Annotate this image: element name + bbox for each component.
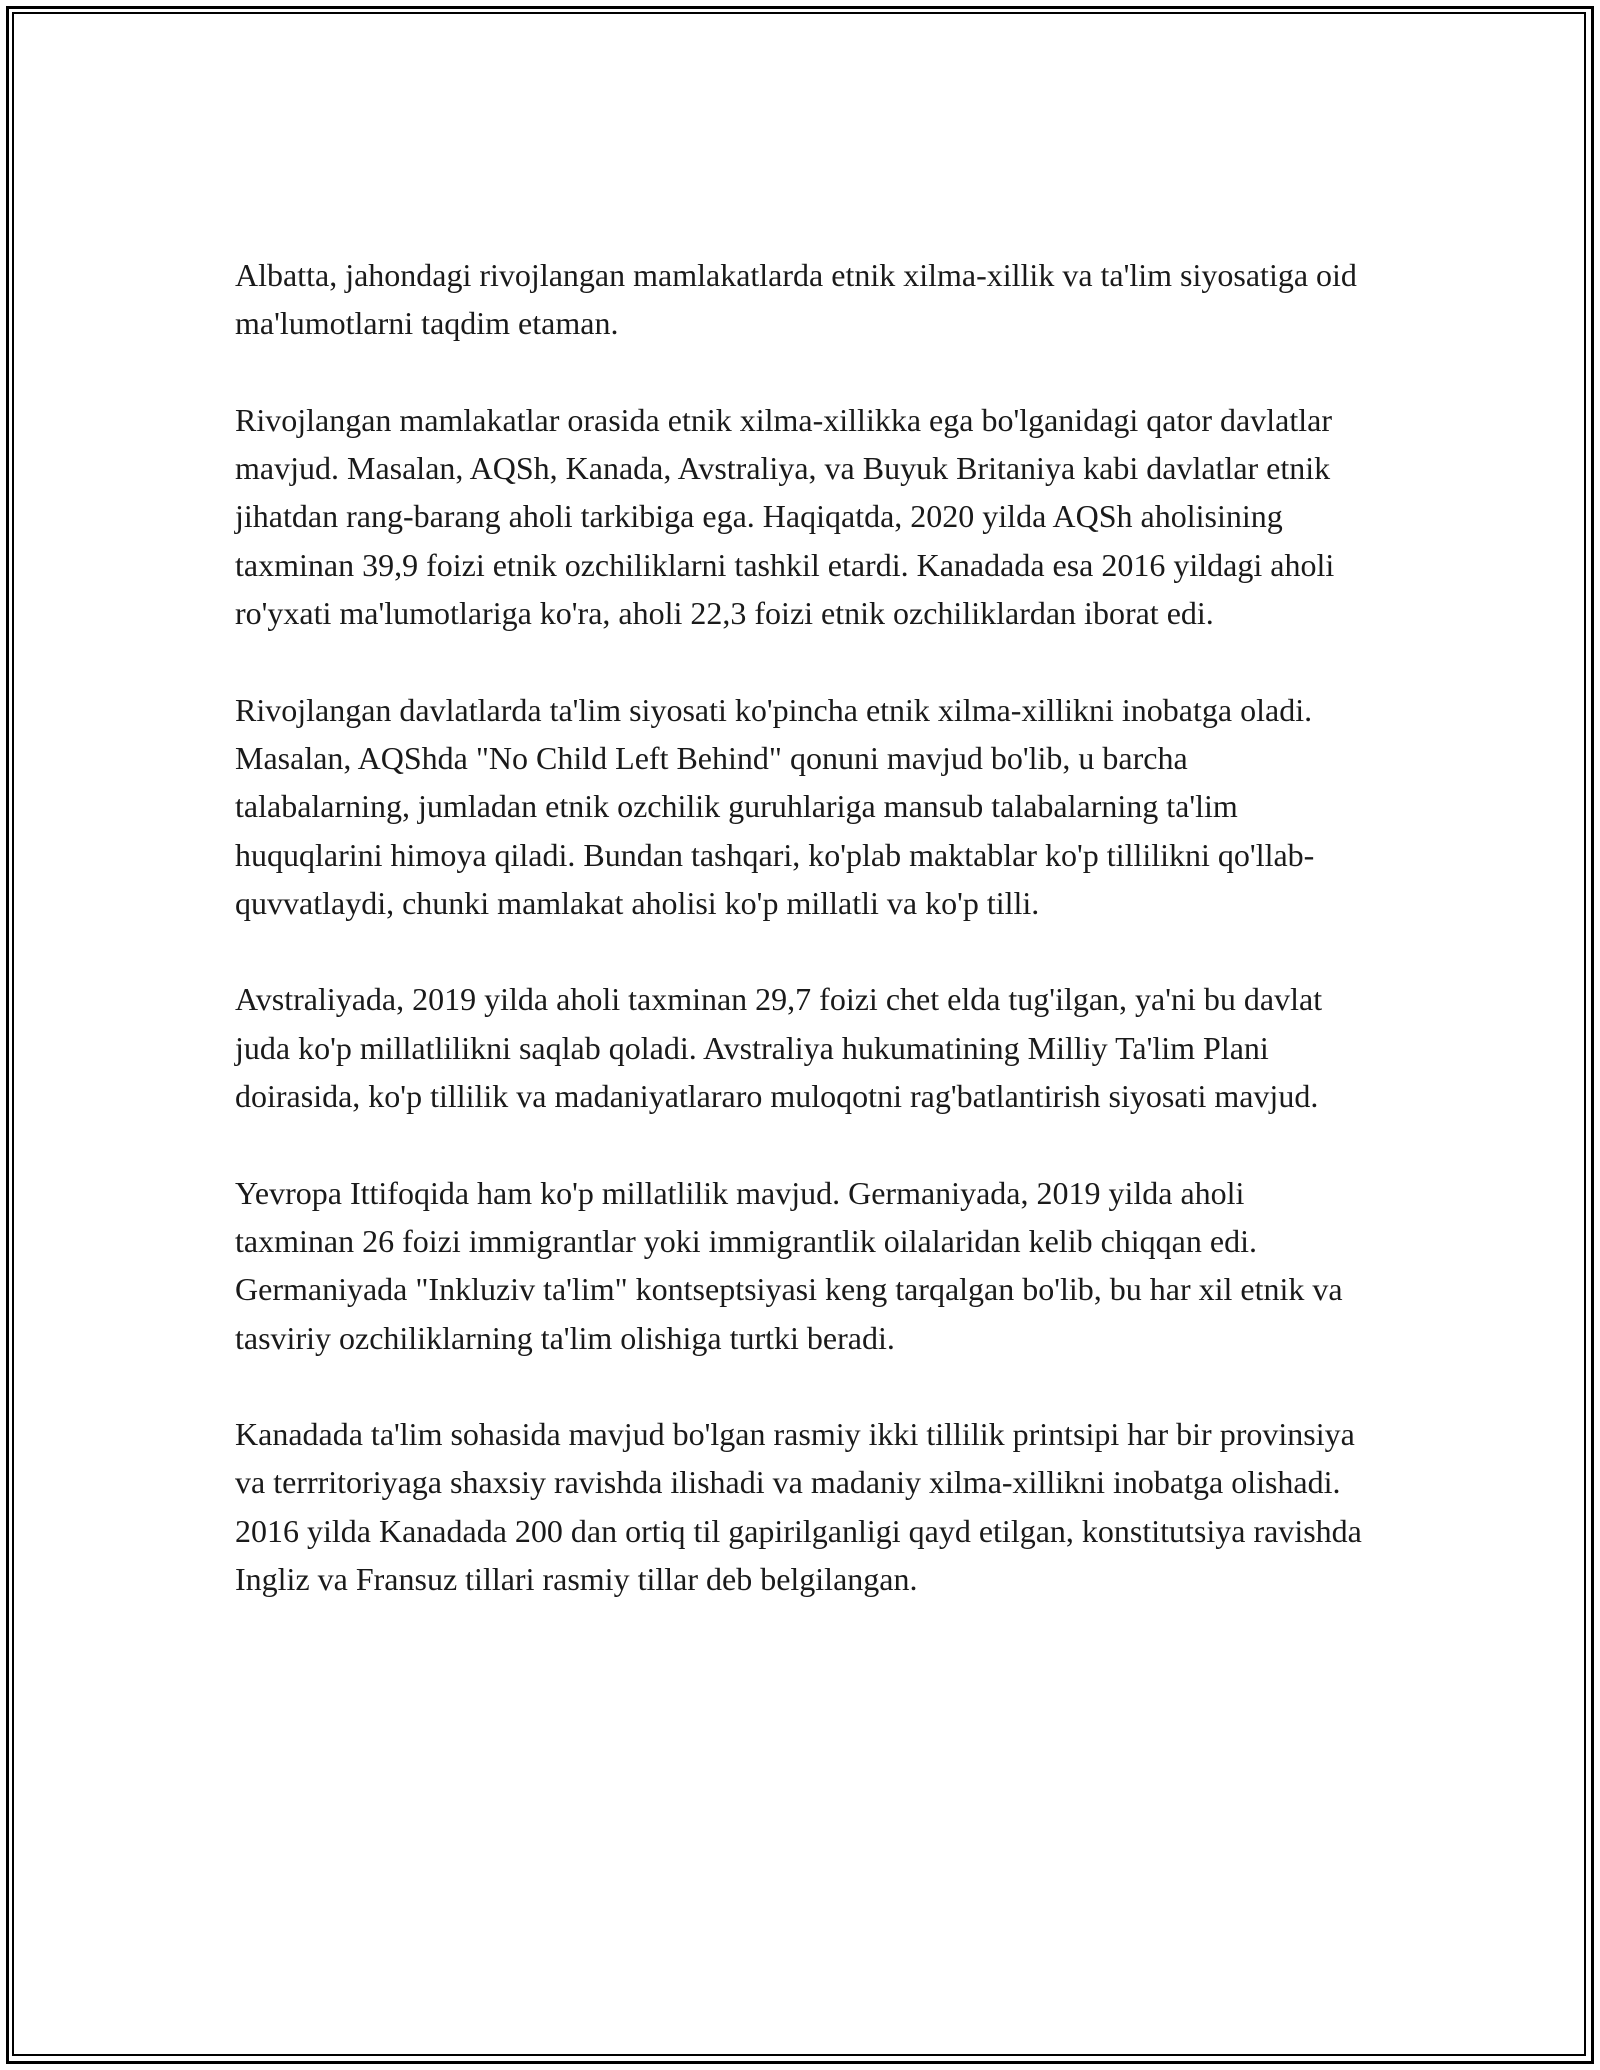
- paragraph-australia: Avstraliyada, 2019 yilda aholi taxminan 29,7 foizi chet elda tug'ilgan, ya'ni bu davlat juda ko'p millatlilikni saqlab qoladi. Avstraliya hukumatining Milliy Ta'lim Plani doirasida, ko'p tillilik va madaniyatlararo muloqotni rag'batlantirish siyosati mavjud.: [235, 981, 1323, 1115]
- document-body: [235, 251, 1365, 1652]
- paragraph-intro: Albatta, jahondagi rivojlangan mamlakatlarda etnik xilma-xillik va ta'lim siyosatiga oid ma'lumotlarni taqdim etaman.: [235, 257, 1357, 342]
- paragraph-european-union: Yevropa Ittifoqida ham ko'p millatlilik mavjud. Germaniyada, 2019 yilda aholi taxminan 26 foizi immigrantlar yoki immigrantlik oilalaridan kelib chiqqan edi. Germaniyada "Inkluziv ta'lim" kontseptsiyasi keng tarqalgan bo'lib, bu har xil etnik va tasviriy ozchiliklarning ta'lim olishiga turtki beradi.: [235, 1174, 1343, 1356]
- paragraph-canada: Kanadada ta'lim sohasida mavjud bo'lgan rasmiy ikki tillilik printsipi har bir provinsiya va terrritoriyaga shaxsiy ravishda ilishadi va madaniy xilma-xillikni inobatga olishadi. 2016 yilda Kanadada 200 dan ortiq til gapirilganligi qayd etilgan, konstitutsiya ravishda Ingliz va Fransuz tillari rasmiy tillar deb belgilangan.: [235, 1416, 1362, 1598]
- paragraph-ethnic-diversity: Rivojlangan mamlakatlar orasida etnik xilma-xillikka ega bo'lganidagi qator davlatlar mavjud. Masalan, AQSh, Kanada, Avstraliya, va Buyuk Britaniya kabi davlatlar etnik jihatdan rang-barang aholi tarkibiga ega. Haqiqatda, 2020 yilda AQSh aholisining taxminan 39,9 foizi etnik ozchiliklarni tashkil etardi. Kanadada esa 2016 yildagi aholi ro'yxati ma'lumotlariga ko'ra, aholi 22,3 foizi etnik ozchiliklardan iborat edi.: [235, 401, 1335, 632]
- paragraph-education-policy: Rivojlangan davlatlarda ta'lim siyosati ko'pincha etnik xilma-xillikni inobatga oladi. Masalan, AQShda "No Child Left Behind" qonuni mavjud bo'lib, u barcha talabalarning, jumladan etnik ozchilik guruhlariga mansub talabalarning ta'lim huquqlarini himoya qiladi. Bundan tashqari, ko'plab maktablar ko'p tillilikni qo'llab-quvvatlaydi, chunki mamlakat aholisi ko'p millatli va ko'p tilli.: [235, 691, 1315, 921]
